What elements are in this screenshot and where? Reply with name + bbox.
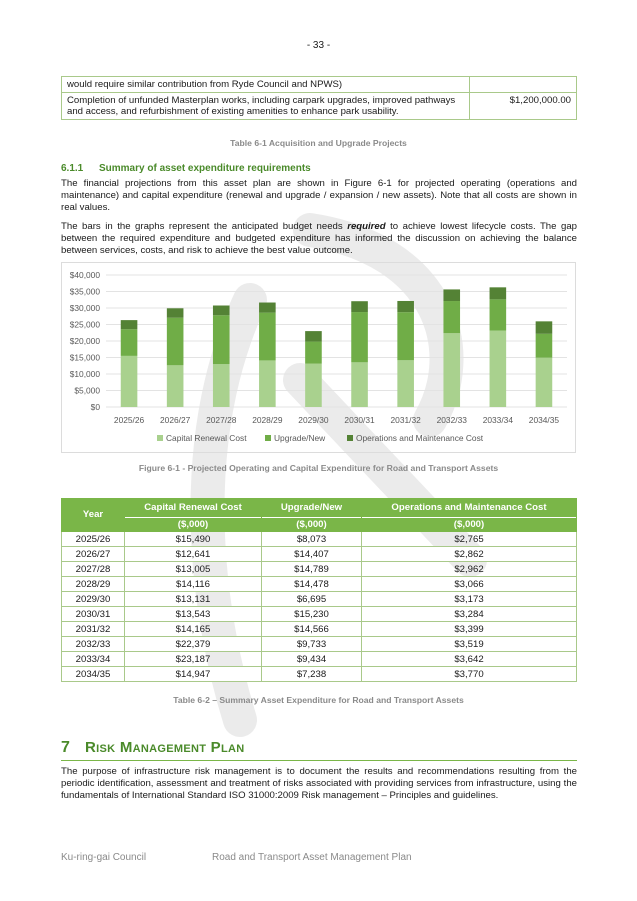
y-tick-label: $15,000 — [69, 352, 100, 363]
legend-swatch — [157, 435, 163, 441]
table-cell-value: $3,284 — [362, 607, 577, 622]
bar-segment — [490, 287, 507, 299]
bar-segment — [167, 318, 184, 366]
expenditure-chart — [61, 262, 576, 453]
footer-document-title: Road and Transport Asset Management Plan — [212, 852, 412, 863]
page-number: - 33 - — [306, 40, 331, 51]
table-cell-value: $13,131 — [125, 592, 262, 607]
table-cell-year: 2031/32 — [62, 622, 125, 637]
table-row — [62, 667, 577, 682]
table-cell-year: 2026/27 — [62, 547, 125, 562]
table-cell-year: 2029/30 — [62, 592, 125, 607]
expenditure-summary-table — [61, 498, 577, 682]
legend-label: Capital Renewal Cost — [166, 433, 247, 443]
table-cell-value: $2,765 — [362, 532, 577, 547]
bar-segment — [443, 289, 460, 301]
table-cell-value: $2,962 — [362, 562, 577, 577]
legend-label: Operations and Maintenance Cost — [356, 433, 484, 443]
table-cell-value: $14,566 — [262, 622, 362, 637]
bar-segment — [121, 356, 138, 407]
bar-segment — [397, 301, 414, 312]
para2-emphasis: required — [347, 221, 386, 232]
table-cell-value: $14,116 — [125, 577, 262, 592]
section-number: 6.1.1 — [61, 163, 84, 174]
table-6-1-caption: Table 6-1 Acquisition and Upgrade Projects — [230, 138, 407, 148]
table-cell-value: $3,642 — [362, 652, 577, 667]
bar-segment — [351, 362, 368, 407]
table-cell-year: 2030/31 — [62, 607, 125, 622]
figure-6-1-caption: Figure 6-1 - Projected Operating and Capital Expenditure for Road and Transport Assets — [138, 463, 499, 473]
header-label: Operations and Maintenance Cost — [391, 502, 547, 513]
bar-segment — [259, 360, 276, 407]
footer-council-name: Ku-ring-gai Council — [61, 852, 147, 863]
table-cell-value: $3,519 — [362, 637, 577, 652]
risk-paragraph: The purpose of infrastructure risk management is to document the results and recommendations resulting from the periodic identification, assessment and treatment of risks associated with providing services from infrastructure, using the fundamentals of International Standard ISO 31000:2009 Risk management – Principles and guidelines. — [61, 766, 577, 801]
bar-segment — [443, 301, 460, 333]
x-tick-label: 2030/31 — [344, 415, 375, 425]
table-cell-value: $15,490 — [125, 532, 262, 547]
table-6-2-caption: Table 6-2 – Summary Asset Expenditure for Road and Transport Assets — [173, 695, 464, 705]
table-cell-value: $12,641 — [125, 547, 262, 562]
header-year — [62, 499, 125, 532]
table-row — [62, 637, 577, 652]
table-cell-description: would require similar contribution from Ryde Council and NPWS) — [62, 77, 470, 93]
bar-segment — [167, 308, 184, 317]
table-cell-year: 2034/35 — [62, 667, 125, 682]
header-operations-maintenance — [362, 499, 577, 532]
bar-segment — [490, 299, 507, 330]
header-capital-renewal — [125, 499, 262, 532]
y-tick-label: $10,000 — [69, 369, 100, 379]
bar-segment — [351, 301, 368, 312]
table-row — [62, 532, 577, 547]
x-tick-label: 2031/32 — [390, 415, 421, 425]
x-tick-label: 2029/30 — [298, 415, 329, 425]
table-cell-value: $8,073 — [262, 532, 362, 547]
table-cell-value: $3,770 — [362, 667, 577, 682]
bar-segment — [536, 334, 553, 358]
y-tick-label: $40,000 — [69, 270, 100, 280]
bar-segment — [121, 320, 138, 329]
chart-canvas — [62, 263, 577, 454]
bar-segment — [351, 312, 368, 362]
header-upgrade-new — [262, 499, 362, 532]
table-row — [62, 607, 577, 622]
table-cell-year: 2033/34 — [62, 652, 125, 667]
bar-segment — [490, 330, 507, 407]
table-row — [62, 592, 577, 607]
chapter-title: Risk Management Plan — [85, 739, 245, 756]
table-cell-cost: $1,200,000.00 — [470, 93, 577, 120]
table-cell-value: $6,695 — [262, 592, 362, 607]
chapter-number: 7 — [61, 739, 70, 756]
table-row — [62, 547, 577, 562]
table-row — [62, 652, 577, 667]
table-cell-value: $9,733 — [262, 637, 362, 652]
table-row — [62, 77, 577, 93]
table-cell-value: $13,543 — [125, 607, 262, 622]
table-row — [62, 622, 577, 637]
y-tick-label: $20,000 — [69, 336, 100, 346]
section-heading — [61, 163, 311, 174]
bar-segment — [397, 360, 414, 407]
y-tick-label: $5,000 — [74, 385, 100, 396]
bar-segment — [305, 342, 322, 364]
table-cell-value: $14,165 — [125, 622, 262, 637]
bar-segment — [259, 303, 276, 313]
x-tick-label: 2027/28 — [206, 415, 237, 425]
table-cell-value: $9,434 — [262, 652, 362, 667]
table-header-row — [62, 499, 577, 532]
para2-text-before: The bars in the graphs represent the anticipated budget needs — [61, 221, 348, 232]
section-paragraph-2 — [61, 221, 577, 257]
x-tick-label: 2025/26 — [113, 415, 145, 425]
table-cell-value: $3,066 — [362, 577, 577, 592]
table-body — [62, 532, 577, 682]
legend-swatch — [347, 435, 353, 441]
table-cell-value: $13,005 — [125, 562, 262, 577]
para2-text-after: to achieve lowest lifecycle costs. The gap between the required expenditure and budgeted expenditure has informed the discussion on achieving the balance between services, costs, and risk to achieve the best value outcome. — [61, 221, 577, 256]
y-tick-label: $35,000 — [69, 286, 100, 297]
header-unit: ($,000) — [262, 517, 361, 531]
bar-segment — [443, 333, 460, 407]
acquisition-table — [61, 76, 577, 120]
table-cell-description: Completion of unfunded Masterplan works, including carpark upgrades, improved pathways and access, and refurbishment of existing amenities to enhance park usability. — [62, 93, 470, 120]
table-cell-value: $23,187 — [125, 652, 262, 667]
y-tick-label: $0 — [90, 402, 100, 412]
section-title: Summary of asset expenditure requirements — [99, 163, 311, 174]
y-tick-label: $30,000 — [69, 303, 100, 313]
table-cell-year: 2027/28 — [62, 562, 125, 577]
table-row — [62, 93, 577, 120]
section-paragraph-1: The financial projections from this asset plan are shown in Figure 6-1 for projected operating (operations and maintenance) and capital expenditure (renewal and upgrade / expansion / new assets). Note that all costs are shown in real values. — [61, 178, 577, 213]
y-tick-label: $25,000 — [69, 319, 100, 330]
table-cell-year: 2028/29 — [62, 577, 125, 592]
legend-label: Upgrade/New — [274, 433, 326, 443]
bar-segment — [305, 331, 322, 341]
table-cell-value: $14,947 — [125, 667, 262, 682]
header-label: Upgrade/New — [280, 502, 343, 513]
bar-segment — [121, 329, 138, 356]
table-cell-value: $22,379 — [125, 637, 262, 652]
bar-segment — [305, 364, 322, 407]
bar-segment — [213, 364, 230, 407]
table-cell-value: $14,478 — [262, 577, 362, 592]
header-unit: ($,000) — [362, 517, 576, 531]
bar-segment — [213, 306, 230, 316]
legend-swatch — [265, 435, 271, 441]
bar-segment — [397, 312, 414, 360]
x-tick-label: 2033/34 — [482, 415, 513, 425]
table-row — [62, 577, 577, 592]
x-tick-label: 2032/33 — [436, 415, 467, 425]
table-cell-value: $14,407 — [262, 547, 362, 562]
table-cell-value: $14,789 — [262, 562, 362, 577]
table-cell-value: $7,238 — [262, 667, 362, 682]
bar-segment — [167, 365, 184, 407]
bar-segment — [536, 321, 553, 333]
chapter-heading — [61, 739, 577, 761]
table-cell-value: $3,399 — [362, 622, 577, 637]
table-cell-value: $3,173 — [362, 592, 577, 607]
table-cell-value: $2,862 — [362, 547, 577, 562]
bar-segment — [213, 315, 230, 364]
header-label: Year — [82, 509, 104, 520]
table-cell-year: 2032/33 — [62, 637, 125, 652]
header-label: Capital Renewal Cost — [144, 502, 242, 513]
table-row — [62, 562, 577, 577]
table-cell-cost — [470, 77, 577, 93]
bar-segment — [536, 358, 553, 407]
bar-segment — [259, 313, 276, 361]
table-cell-value: $15,230 — [262, 607, 362, 622]
x-tick-label: 2028/29 — [252, 415, 283, 425]
x-tick-label: 2034/35 — [528, 415, 560, 425]
header-unit: ($,000) — [125, 517, 261, 531]
x-tick-label: 2026/27 — [160, 415, 191, 425]
table-cell-year: 2025/26 — [62, 532, 125, 547]
